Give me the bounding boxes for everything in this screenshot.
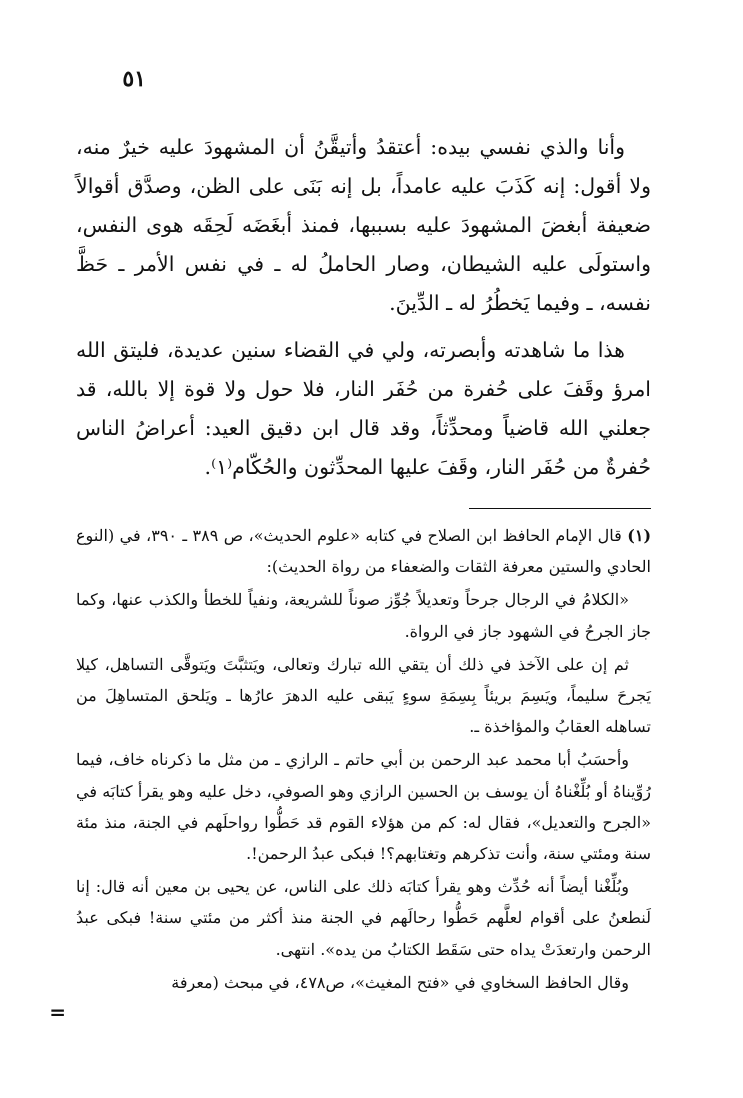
footnote-paragraph-2: «الكلامُ في الرجال جرحاً وتعديلاً جُوِّز صوناً للشريعة، ونفياً للخطأ والكذب عنها، وكما جاز الجرحُ في الشهود جاز في الرواة. [76, 590, 651, 641]
footnotes [76, 520, 651, 1000]
continuation-mark: = [49, 1000, 66, 1024]
page-number: ٥١ [122, 66, 146, 92]
footnote-paragraph-4: وأحسَبُ أبا محمد عبد الرحمن بن أبي حاتم ـ الرازي ـ من مثل ما ذكرناه خاف، فيما رُوِّيناهُ أو بُلِّغْناهُ أن يوسف بن الحسين الرازي وهو الصوفي، دخل عليه وهو يقرأ كتابَه في «الجرح والتعديل»، فقال له: كم من هؤلاء القوم قد حَطُّوا رواحلَهم في الجنة، منذ مئة سنة ومئتي سنة، وأنت تذكرهم وتغتابهم؟! فبكى عبدُ الرحمن!. [76, 750, 651, 864]
body-paragraph-1: وأنا والذي نفسي بيده: أعتقدُ وأتيقَّنُ أن المشهودَ عليه خيرٌ منه، ولا أقول: إنه كَذَبَ عليه عامداً، بل إنه بَنَى على الظن، وصدَّق أقوالاً ضعيفة أبغضَ المشهودَ عليه بسببها، فمنذ أبغَضَه لَحِقَه هوى النفس، واستولَى عليه الشيطان، وصار الحاملُ له ـ في نفس الأمر ـ حَظَّ نفسه، ـ وفيما يَخطُرُ له ـ الدِّينَ. [76, 135, 651, 315]
footnote-marker: (١) [627, 526, 652, 545]
footnote-paragraph-6: وقال الحافظ السخاوي في «فتح المغيث»، ص٤٧٨، في مبحث (معرفة [171, 972, 629, 992]
footnote-paragraph-1 [76, 520, 651, 582]
footnote-separator [469, 508, 651, 509]
footnote-paragraph-5: وبُلِّغْنا أيضاً أنه حُدِّث وهو يقرأ كتابَه ذلك على الناس، عن يحيى بن معين أنه قال: إنا لَنطعنُ على أقوام لعلَّهم حَطُّوا رحالَهم في الجنة منذ أكثر من مئتي سنة! فبكى عبدُ الرحمن وارتعدَتْ يداه حتى سَقَط الكتابُ من يده». انتهى. [76, 877, 651, 959]
main-text [76, 128, 651, 495]
body-paragraph-2: هذا ما شاهدته وأبصرته، ولي في القضاء سنين عديدة، فليتق الله امرؤ وقَفَ على حُفرة من حُفَر النار، فلا حول ولا قوة إلا بالله، قد جعلني الله قاضياً ومحدِّثاً، وقد قال ابن دقيق العيد: أعراضُ الناس حُفرةٌ من حُفَر النار، وقَفَ عليها المحدِّثون والحُكّام⁽١⁾. [76, 338, 651, 479]
footnote-paragraph-3: ثم إن على الآخذ في ذلك أن يتقي الله تبارك وتعالى، ويَتثبَّتَ ويَتوقَّى التساهل، كيلا يَجرحَ سليماً، ويَسِمَ بريئاً بِسِمَةِ سوءٍ يَبقى عليه الدهرَ عارُها ـ ويَلحق المتساهِلَ من تساهله العقابُ والمؤاخذة ـ. [76, 654, 651, 737]
footnote-text-1: قال الإمام الحافظ ابن الصلاح في كتابه «علوم الحديث»، ص ٣٨٩ ـ ٣٩٠، في (النوع الحادي والستين معرفة الثقات والضعفاء من رواة الحديث): [76, 526, 651, 577]
